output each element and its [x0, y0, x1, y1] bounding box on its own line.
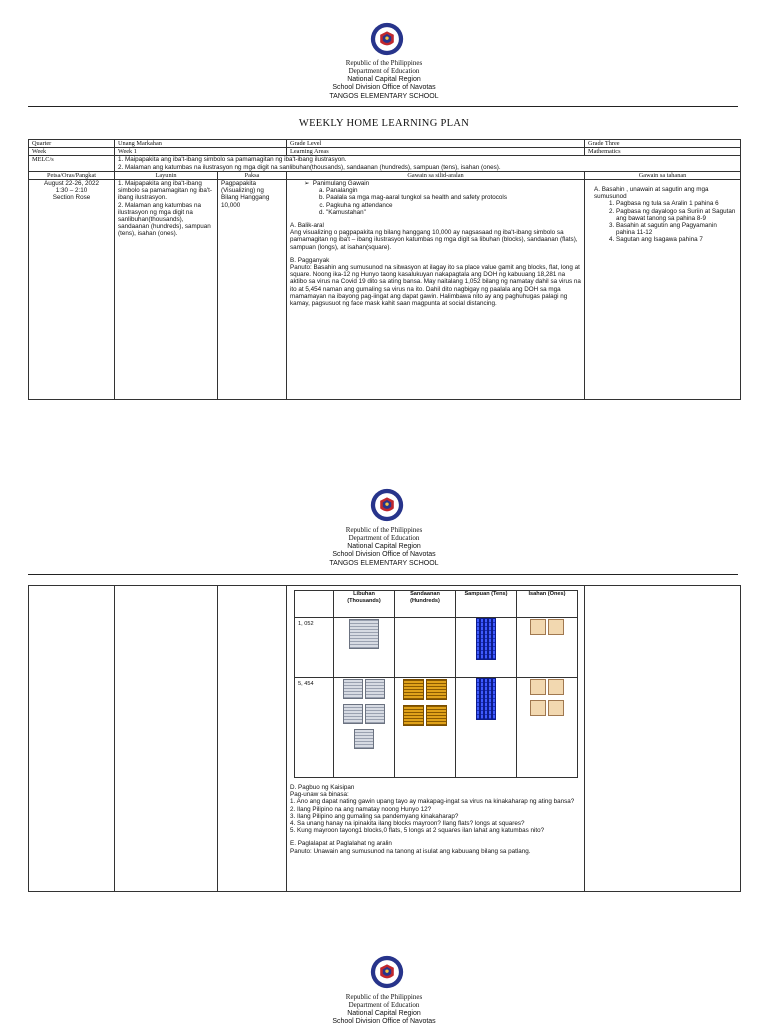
- header-rule: [28, 106, 738, 107]
- intro-item: b. Paalala sa mga mag-aaral tungkol sa health and safety protocols: [326, 194, 581, 201]
- header-line-republic: Republic of the Philippines: [345, 59, 423, 67]
- ones-cell: [517, 618, 578, 678]
- header-line-republic: Republic of the Philippines: [345, 526, 423, 534]
- column-header-date: Petsa/Oras/Pangkat: [29, 171, 115, 179]
- hundred-flat: [426, 679, 447, 700]
- header-line-region: National Capital Region: [347, 75, 421, 83]
- learning-areas-label: Learning Areas: [287, 148, 585, 156]
- topic-cell: [218, 180, 287, 400]
- one-unit: [548, 619, 564, 635]
- column-header-home-activity: Gawain sa tahanan: [585, 171, 741, 179]
- thousand-block: [354, 729, 374, 749]
- thousand-block: [365, 704, 385, 724]
- header-rule: [28, 574, 738, 575]
- learning-plan-table: [28, 139, 741, 400]
- header-line-deped: Department of Education: [348, 1001, 420, 1010]
- objective-2a: 2. Malaman ang katumbas na ilustrasyon ng mga digit na: [118, 201, 201, 216]
- topic-cell-empty: [218, 586, 287, 892]
- place-value-table: [294, 590, 578, 778]
- place-value-corner: [295, 591, 334, 618]
- section-name: Section Rose: [52, 194, 91, 202]
- thousands-cell: [334, 678, 395, 778]
- deped-seal-icon: [370, 955, 404, 989]
- motivation-title: B. Pagganyak: [290, 256, 330, 264]
- objective-cell: [115, 180, 218, 400]
- date-cell: [29, 180, 115, 400]
- one-unit: [530, 619, 546, 635]
- header-thousands: Libuhan (Thousands): [334, 591, 395, 618]
- home-activity-cell-empty: [585, 586, 741, 892]
- header-line-division: School Division Office of Navotas: [332, 84, 436, 92]
- question-item: 5. Kung mayroon tayong1 blocks,0 flats, 5 longs at 2 squares ilan lahat ang katumbas nito?: [290, 827, 545, 835]
- deped-seal-icon: [370, 488, 404, 522]
- row-label-5454: 5, 454: [295, 678, 334, 778]
- topic-text: Pagpapakita (Visualizing) ng Bilang Hanggang 10,000: [221, 180, 270, 209]
- application-title: E. Paglalapat at Paglalahat ng aralin: [290, 840, 392, 848]
- header-hundreds: Sandaanan (Hundreds): [395, 591, 456, 618]
- hundreds-cell: [395, 678, 456, 778]
- concept-subtitle: Pag-unaw sa binasa:: [290, 791, 349, 799]
- one-unit: [548, 700, 564, 716]
- header-ones: Isahan (Ones): [517, 591, 578, 618]
- grade-level-label: Grade Level: [287, 140, 585, 148]
- home-item: 1. Pagbasa ng tula sa Aralin 1 pahina 6: [616, 200, 737, 207]
- learning-plan-table-continued: [28, 585, 741, 892]
- thousand-block: [349, 619, 379, 649]
- motivation-text: Panuto: Basahin ang sumusunod na sitwasyon at ilagay ito sa place value gamit ang blocks, flat, long at square. Noong ika-12 ng Hunyo taong kasalukuyan nakapagtala ang DOH ng kabuuang 18,281 na aktibo sa virus na Covid 19 dito sa ating bansa. May naitalang 1,052 bilang ng namatay dahil sa virus na ito at 5,454 naman ang gumaling sa virus na ito. Dahil dito nagbigay ng paalala ang DOH sa mga mamamayan na ibayong pag-iingat ang dapat gawin. Halimbawa nito ay ang paghuhugas palagi ng kamay, pagsusuot ng face mask kahit saan magpunta at social distancing.: [290, 264, 581, 308]
- header-line-deped: Department of Education: [348, 534, 420, 543]
- quarter-value: Unang Markahan: [115, 140, 287, 148]
- one-unit: [530, 679, 546, 695]
- melc-item-1: 1. Maipapakita ang iba't-ibang simbolo sa pamamagitan ng iba't-ibang ilustrasyon.: [118, 156, 347, 164]
- melc-label: MELC/s: [29, 156, 115, 171]
- header-line-school: TANGOS ELEMENTARY SCHOOL: [329, 92, 439, 100]
- objective-2b: sanlibuhan(thousands), sandaanan (hundreds), sampuan: [118, 216, 211, 231]
- question-item: 3. Ilang Pilipino ang gumaling sa pandemyang kinakaharap?: [290, 812, 459, 820]
- melc-item-2: 2. Malaman ang katumbas na ilustrasyon ng mga digit na sanlibuhan(thousands), sandaanan (hundreds), sampuan (tens), isahan (ones).: [118, 163, 501, 171]
- quarter-label: Quarter: [29, 140, 115, 148]
- thousand-block: [343, 704, 363, 724]
- row-label-1052: 1, 052: [295, 618, 334, 678]
- hundred-flat: [426, 705, 447, 726]
- question-item: 2. Ilang Pilipino na ang namatay noong Hunyo 12?: [290, 805, 432, 813]
- learning-areas-value: Mathematics: [585, 148, 741, 156]
- header-line-region: National Capital Region: [347, 1009, 421, 1017]
- objective-cell-empty: [115, 586, 218, 892]
- deped-seal-icon: [370, 22, 404, 56]
- home-list: [588, 200, 737, 243]
- intro-item: d. "Kamustahan": [326, 209, 581, 216]
- ten-long: [492, 678, 496, 720]
- header-line-deped: Department of Education: [348, 67, 420, 76]
- thousands-cell: [334, 618, 395, 678]
- intro-title-text: Panimulang Gawain: [312, 180, 370, 188]
- header-tens: Sampuan (Tens): [456, 591, 517, 618]
- school-activity-cell: [287, 180, 585, 400]
- ten-long: [492, 618, 496, 660]
- home-item: 2. Pagbasa ng dayalogo sa Suriin at Sagutan ang bawat tanong sa pahina 8-9: [616, 208, 737, 222]
- header-line-school: TANGOS ELEMENTARY SCHOOL: [329, 559, 439, 567]
- objective-2c: (tens), isahan (ones).: [118, 230, 178, 238]
- home-intro: A. Basahin , unawain at sagutin ang mga sumusunod: [594, 186, 709, 201]
- column-header-objective: Layunin: [115, 171, 218, 179]
- application-text: Panuto: Unawain ang sumusunod na tanong at isulat ang kabuuang bilang sa patlang.: [290, 847, 531, 855]
- page-title: WEEKLY HOME LEARNING PLAN: [298, 118, 470, 129]
- one-unit: [548, 679, 564, 695]
- week-value: Week 1: [115, 148, 287, 156]
- melc-text: [115, 156, 741, 171]
- header-line-region: National Capital Region: [347, 542, 421, 550]
- home-activity-cell: [585, 180, 741, 400]
- grade-level-value: Grade Three: [585, 140, 741, 148]
- header-line-division: School Division Office of Navotas: [332, 551, 436, 559]
- header-line-division: School Division Office of Navotas: [332, 1018, 436, 1026]
- header-line-republic: Republic of the Philippines: [345, 993, 423, 1001]
- ones-cell: [517, 678, 578, 778]
- intro-list: [290, 187, 581, 216]
- week-label: Week: [29, 148, 115, 156]
- column-header-school-activity: Gawain sa silid-aralan: [287, 171, 585, 179]
- concept-title: D. Pagbuo ng Kaisipan: [290, 784, 355, 791]
- tens-cell: [456, 678, 517, 778]
- review-text: Ang visualizing o pagpapakita ng bilang hanggang 10,000 ay nagsasaad ng iba't-ibang simbolo sa pamamagitan ng iba't – ibang ilustrasyon katumbas ng mga digit sa libuhan (blocks), sandaanan (flats), sampuan (longs), at isahan(square).: [290, 229, 578, 251]
- time-range: 1:30 – 2:10: [55, 187, 88, 195]
- document-header: [0, 59, 768, 101]
- hundred-flat: [403, 679, 424, 700]
- one-unit: [530, 700, 546, 716]
- document-header: [0, 526, 768, 568]
- intro-title: ➢ Panimulang Gawain: [304, 180, 370, 188]
- hundreds-cell-empty: [395, 618, 456, 678]
- question-item: 1. Ano ang dapat nating gawin upang tayo ay makapag-ingat sa virus na kinakaharap ng ating bansa?: [290, 798, 575, 806]
- thousand-block: [365, 679, 385, 699]
- home-item: 4. Sagutan ang Isagawa pahina 7: [616, 236, 737, 243]
- document-header: [0, 993, 768, 1027]
- tens-cell: [456, 618, 517, 678]
- intro-item: c. Pagkuha ng attendance: [326, 202, 581, 209]
- date-cell-empty: [29, 586, 115, 892]
- intro-item: a. Panalangin: [326, 187, 581, 194]
- thousand-block: [343, 679, 363, 699]
- school-activity-cell: [287, 586, 585, 892]
- hundred-flat: [403, 705, 424, 726]
- objective-1: 1. Maipapakita ang iba't-ibang simbolo sa pamamagitan ng iba't-ibang ilustrasyon.: [118, 180, 212, 202]
- review-title: A. Balik-aral: [290, 222, 324, 230]
- column-header-topic: Paksa: [218, 171, 287, 179]
- date-range: August 22-26, 2022: [44, 180, 99, 188]
- home-item: 3. Basahin at sagutin ang Pagyamanin pahina 11-12: [616, 222, 737, 236]
- question-item: 4. Sa unang hanay na ipinakita ilang blocks mayroon? Ilang flats? longs at squares?: [290, 820, 525, 828]
